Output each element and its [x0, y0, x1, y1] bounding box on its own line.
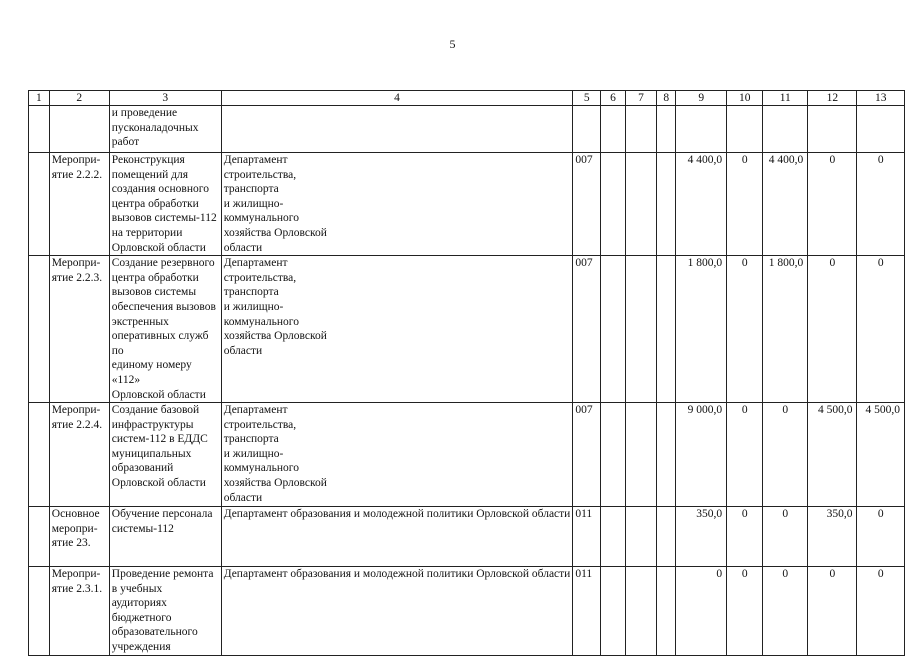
cell-col8 — [657, 507, 676, 567]
column-header: 2 — [49, 91, 109, 106]
cell-col11: 0 — [763, 403, 808, 507]
cell-col6 — [601, 403, 626, 507]
cell-code: 011 — [573, 507, 601, 567]
cell-activity-code — [49, 106, 109, 153]
cell-code: 007 — [573, 153, 601, 256]
cell-col6 — [601, 567, 626, 656]
cell-activity-name: Создание резервного центра обработки вызовов системы обеспечения вызовов экстренных оперативных служб по единому номеру «112» Орловской области — [109, 256, 221, 403]
cell-total: 9 000,0 — [676, 403, 727, 507]
cell-col10: 0 — [727, 567, 763, 656]
table-row — [29, 106, 905, 153]
cell-col13: 4 500,0 — [857, 403, 905, 507]
cell-num — [29, 106, 50, 153]
cell-activity-name: и проведение пусконаладочных работ — [109, 106, 221, 153]
cell-num — [29, 256, 50, 403]
cell-col10: 0 — [727, 153, 763, 256]
table-row — [29, 256, 905, 403]
cell-num — [29, 153, 50, 256]
cell-col12: 4 500,0 — [808, 403, 857, 507]
page-number: 5 — [449, 37, 456, 51]
cell-col6 — [601, 106, 626, 153]
cell-col10: 0 — [727, 256, 763, 403]
cell-col12: 350,0 — [808, 507, 857, 567]
cell-col13: 0 — [857, 567, 905, 656]
cell-num — [29, 567, 50, 656]
cell-code: 007 — [573, 403, 601, 507]
table-row — [29, 153, 905, 256]
cell-activity-code: Меропри- ятие 2.3.1. — [49, 567, 109, 656]
cell-col11: 1 800,0 — [763, 256, 808, 403]
cell-col12: 0 — [808, 153, 857, 256]
cell-col12: 0 — [808, 567, 857, 656]
cell-activity-name: Обучение персонала системы-112 — [109, 507, 221, 567]
column-header: 1 — [29, 91, 50, 106]
cell-col8 — [657, 403, 676, 507]
cell-col7 — [625, 256, 656, 403]
cell-code: 007 — [573, 256, 601, 403]
cell-col7 — [625, 403, 656, 507]
cell-col13 — [857, 106, 905, 153]
cell-executor: Департамент строительства, транспорта и жилищно- коммунального хозяйства Орловской области — [221, 153, 573, 256]
cell-col12 — [808, 106, 857, 153]
cell-activity-code: Меропри- ятие 2.2.3. — [49, 256, 109, 403]
column-header: 13 — [857, 91, 905, 106]
cell-code: 011 — [573, 567, 601, 656]
cell-code — [573, 106, 601, 153]
cell-col11: 4 400,0 — [763, 153, 808, 256]
column-header: 7 — [625, 91, 656, 106]
budget-table — [28, 90, 905, 656]
cell-num — [29, 507, 50, 567]
cell-col13: 0 — [857, 153, 905, 256]
cell-col7 — [625, 153, 656, 256]
cell-col10: 0 — [727, 403, 763, 507]
table-row — [29, 507, 905, 567]
cell-total — [676, 106, 727, 153]
column-header: 4 — [221, 91, 573, 106]
cell-activity-code: Основное меропри- ятие 23. — [49, 507, 109, 567]
cell-activity-code: Меропри- ятие 2.2.2. — [49, 153, 109, 256]
column-number-row — [29, 91, 905, 106]
cell-total: 4 400,0 — [676, 153, 727, 256]
column-header: 8 — [657, 91, 676, 106]
cell-col7 — [625, 567, 656, 656]
cell-col12: 0 — [808, 256, 857, 403]
cell-col7 — [625, 507, 656, 567]
table-row — [29, 403, 905, 507]
cell-activity-name: Реконструкция помещений для создания основного центра обработки вызовов системы-112 на территории Орловской области — [109, 153, 221, 256]
table-row — [29, 567, 905, 656]
cell-col6 — [601, 153, 626, 256]
cell-total: 0 — [676, 567, 727, 656]
column-header: 10 — [727, 91, 763, 106]
cell-col8 — [657, 567, 676, 656]
cell-total: 350,0 — [676, 507, 727, 567]
cell-col6 — [601, 507, 626, 567]
cell-col6 — [601, 256, 626, 403]
column-header: 5 — [573, 91, 601, 106]
cell-col7 — [625, 106, 656, 153]
cell-col10 — [727, 106, 763, 153]
cell-total: 1 800,0 — [676, 256, 727, 403]
column-header: 11 — [763, 91, 808, 106]
cell-col8 — [657, 256, 676, 403]
cell-executor — [221, 106, 573, 153]
cell-activity-name: Проведение ремонта в учебных аудиториях бюджетного образовательного учреждения — [109, 567, 221, 656]
column-header: 9 — [676, 91, 727, 106]
cell-executor: Департамент строительства, транспорта и жилищно- коммунального хозяйства Орловской области — [221, 403, 573, 507]
cell-col10: 0 — [727, 507, 763, 567]
column-header: 3 — [109, 91, 221, 106]
cell-num — [29, 403, 50, 507]
cell-activity-code: Меропри- ятие 2.2.4. — [49, 403, 109, 507]
cell-col11 — [763, 106, 808, 153]
column-header: 12 — [808, 91, 857, 106]
cell-col11: 0 — [763, 507, 808, 567]
cell-col13: 0 — [857, 507, 905, 567]
cell-col8 — [657, 106, 676, 153]
cell-col11: 0 — [763, 567, 808, 656]
cell-executor: Департамент образования и молодежной политики Орловской области — [221, 507, 573, 567]
cell-col13: 0 — [857, 256, 905, 403]
cell-executor: Департамент строительства, транспорта и жилищно- коммунального хозяйства Орловской области — [221, 256, 573, 403]
cell-executor: Департамент образования и молодежной политики Орловской области — [221, 567, 573, 656]
cell-col8 — [657, 153, 676, 256]
column-header: 6 — [601, 91, 626, 106]
cell-activity-name: Создание базовой инфраструктуры систем-112 в ЕДДС муниципальных образований Орловской области — [109, 403, 221, 507]
